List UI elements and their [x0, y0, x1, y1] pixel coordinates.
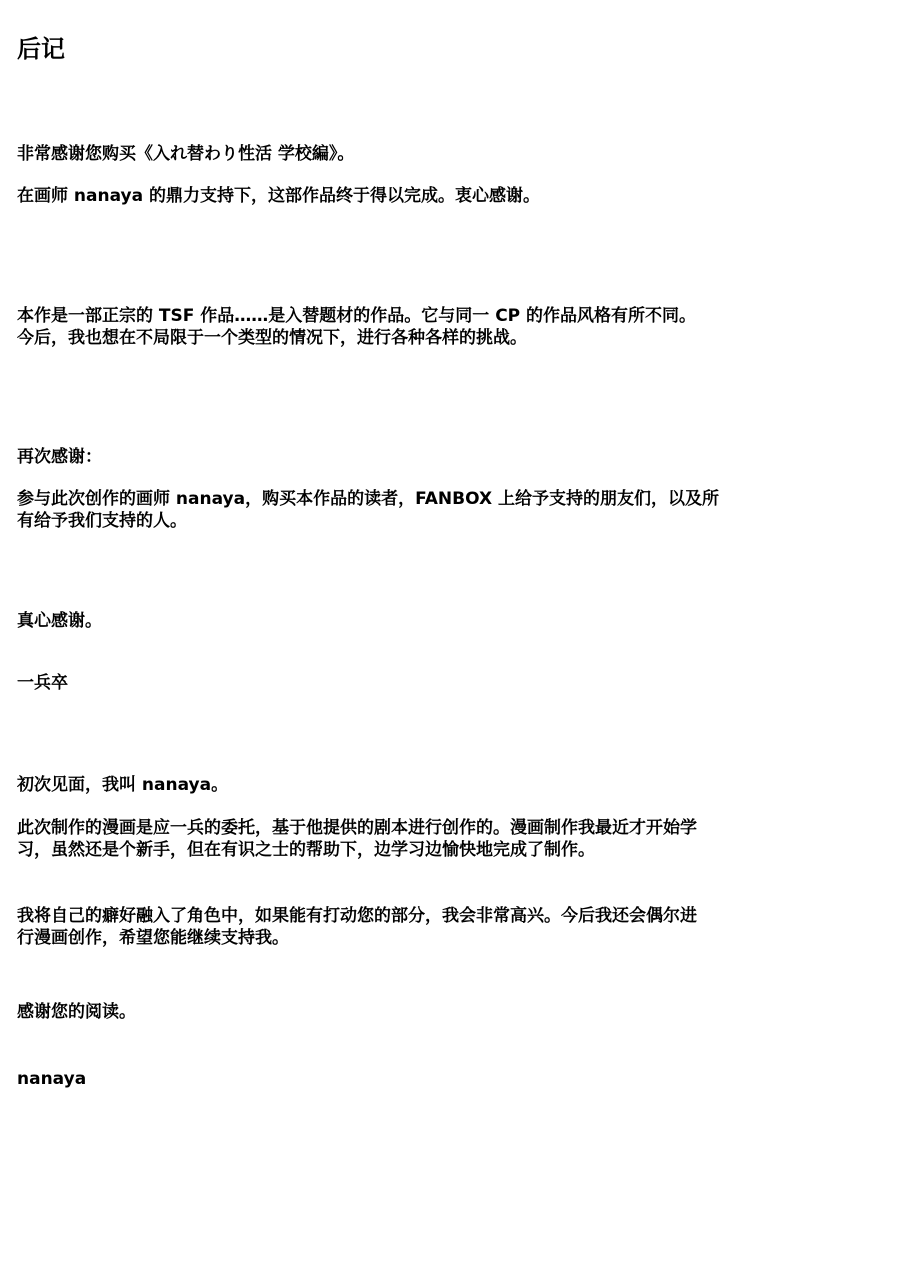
- artist-thanks-reading: 感谢您的阅读。: [17, 1002, 136, 1022]
- artist-signature: nanaya: [17, 1069, 87, 1089]
- author-thanks-list-line2: 有给予我们支持的人。: [17, 511, 187, 531]
- artist-preferences-line2: 行漫画创作，希望您能继续支持我。: [17, 928, 289, 948]
- author-sincere-thanks: 真心感谢。: [17, 611, 102, 631]
- artist-greeting: 初次见面，我叫 nanaya。: [17, 775, 229, 795]
- author-signature: 一兵卒: [17, 673, 68, 693]
- artist-commission-line1: 此次制作的漫画是应一兵的委托，基于他提供的剧本进行创作的。漫画制作我最近才开始学: [17, 818, 697, 838]
- artist-preferences-line1: 我将自己的癖好融入了角色中，如果能有打动您的部分，我会非常高兴。今后我还会偶尔进: [17, 906, 697, 926]
- author-thanks-list-line1: 参与此次创作的画师 nanaya，购买本作品的读者，FANBOX 上给予支持的朋友们，以及所: [17, 489, 719, 509]
- author-thanks-again: 再次感谢：: [17, 447, 102, 467]
- author-thanks-purchase: 非常感谢您购买《入れ替わり性活 学校編》。: [17, 144, 355, 164]
- page-title: 后记: [17, 35, 65, 63]
- author-work-description-line2: 今后，我也想在不局限于一个类型的情况下，进行各种各样的挑战。: [17, 328, 527, 348]
- author-thanks-artist: 在画师 nanaya 的鼎力支持下，这部作品终于得以完成。衷心感谢。: [17, 186, 541, 206]
- author-work-description-line1: 本作是一部正宗的 TSF 作品……是入替题材的作品。它与同一 CP 的作品风格有所不同。: [17, 306, 697, 326]
- artist-commission-line2: 习，虽然还是个新手，但在有识之士的帮助下，边学习边愉快地完成了制作。: [17, 840, 595, 860]
